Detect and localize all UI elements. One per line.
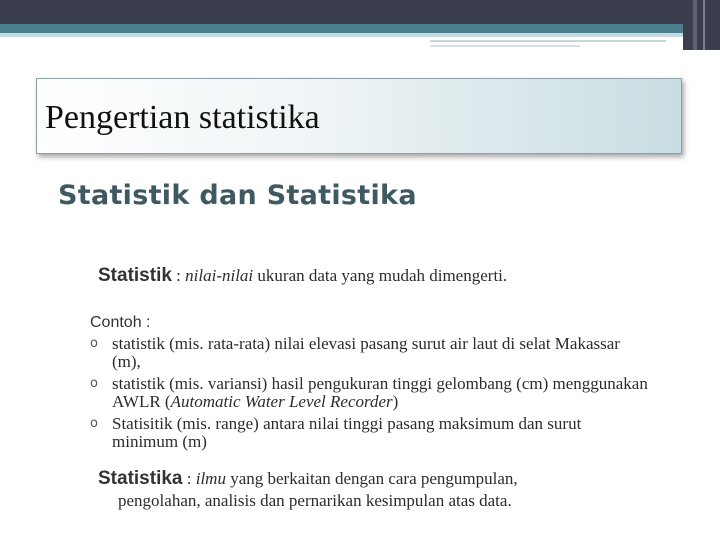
definition-colon: : <box>171 266 186 285</box>
title-box <box>36 78 682 154</box>
header-band-light <box>0 33 720 37</box>
examples-list <box>90 335 650 455</box>
statistika-definition <box>98 468 638 512</box>
term-statistik: Statistik <box>98 265 172 286</box>
corner-stripe <box>693 0 697 50</box>
definition-italic: ilmu <box>195 469 226 488</box>
slide-subtitle: Statistik dan Statistika <box>58 180 417 211</box>
term-statistika: Statistika <box>98 468 183 489</box>
slide-title: Pengertian statistika <box>45 99 320 136</box>
definition-italic: nilai-nilai <box>185 266 254 285</box>
list-item <box>90 415 650 451</box>
definition-text-line2: pengolahan, analisis dan pernarikan kesimpulan atas data. <box>118 491 512 510</box>
corner-block <box>683 0 720 50</box>
definition-text: yang berkaitan dengan cara pengumpulan, <box>225 469 518 488</box>
example-text: statistik (mis. rata-rata) nilai elevasi pasang surut air laut di selat Makassar (m), <box>112 334 620 371</box>
decorative-rule <box>430 45 580 47</box>
bullet-icon: o <box>90 416 98 431</box>
example-italic: Automatic Water Level Recorder <box>170 392 393 411</box>
definition-colon: : <box>182 469 196 488</box>
header-band-teal <box>0 24 720 33</box>
definition-text: ukuran data yang mudah dimengerti. <box>253 266 508 285</box>
statistik-definition <box>98 265 507 287</box>
examples-label: Contoh : <box>90 314 151 331</box>
example-text: statistik (mis. variansi) hasil pengukuran tinggi gelombang (cm) menggunakan AWLR ( <box>112 374 648 411</box>
example-text: Statisitik (mis. range) antara nilai tinggi pasang maksimum dan surut minimum (m) <box>112 414 582 451</box>
example-text-end: ) <box>392 392 399 411</box>
list-item <box>90 335 650 371</box>
corner-stripe <box>703 0 705 50</box>
bullet-icon: o <box>90 336 98 351</box>
decorative-rule <box>430 40 666 42</box>
list-item <box>90 375 650 411</box>
header-band <box>0 0 720 24</box>
bullet-icon: o <box>90 376 98 391</box>
